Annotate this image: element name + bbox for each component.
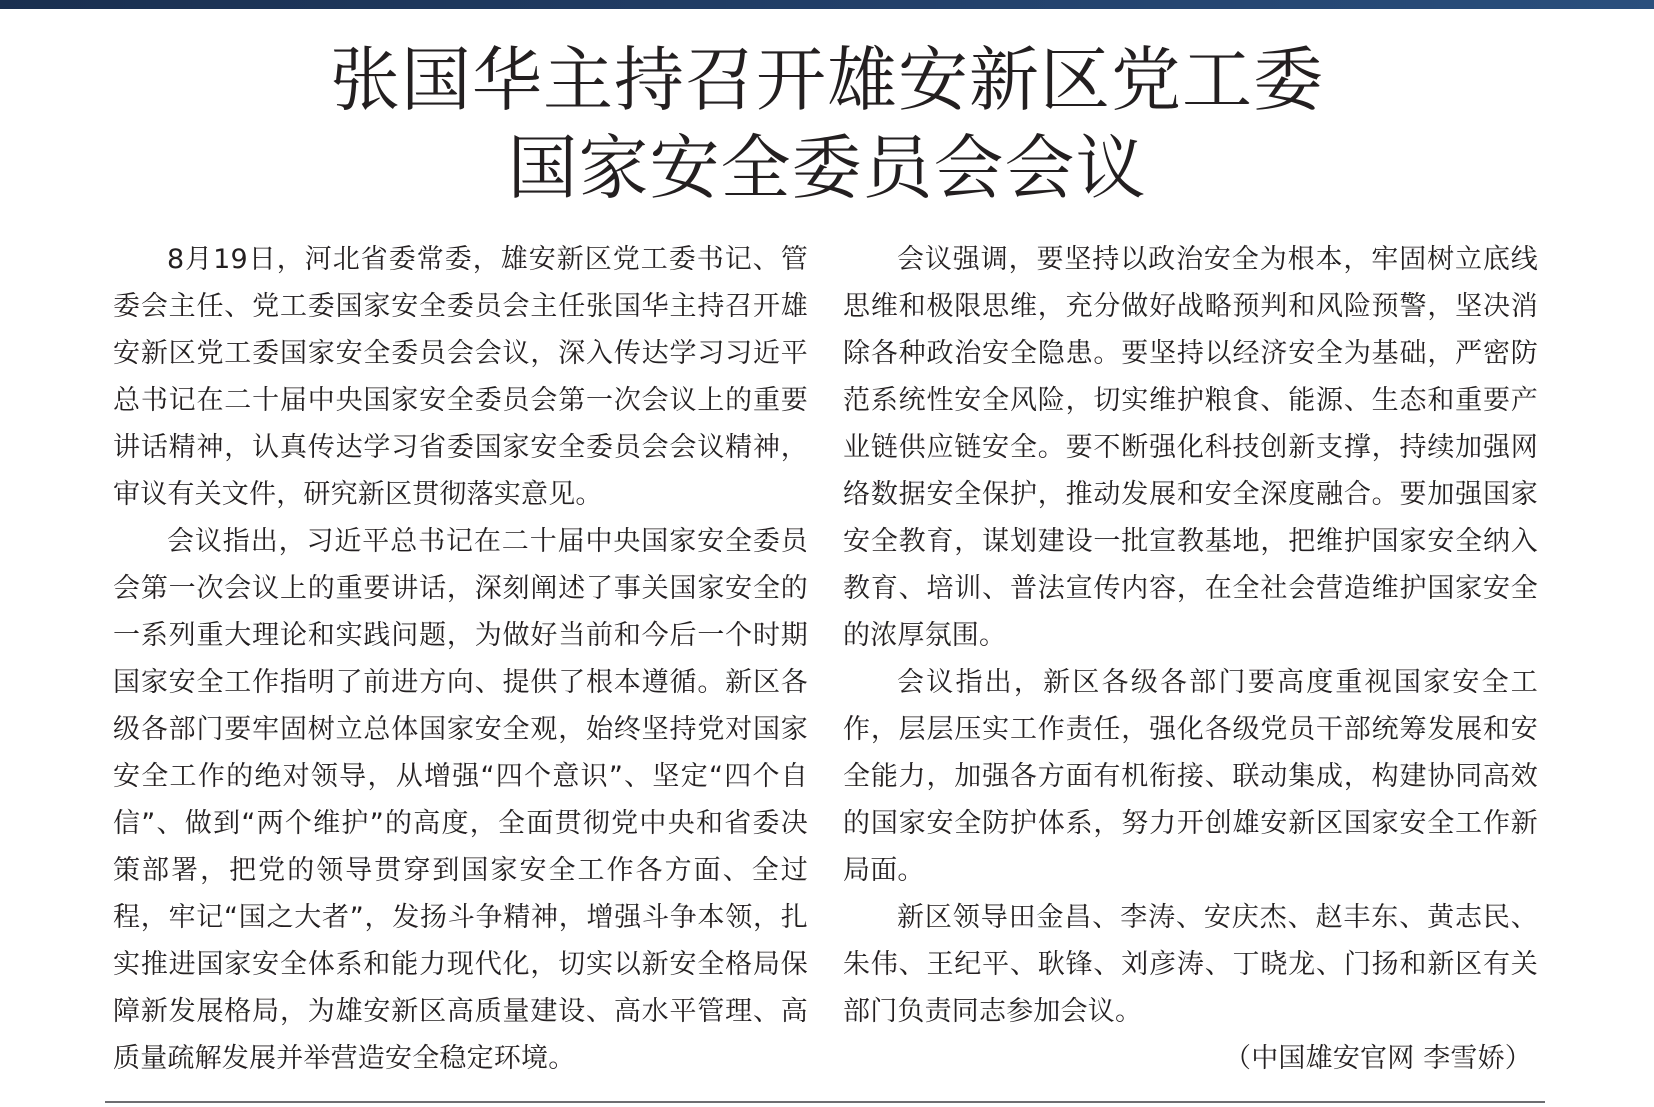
article-paragraph: 新区领导田金昌、李涛、安庆杰、赵丰东、黄志民、朱伟、王纪平、耿锋、刘彦涛、丁晓龙、门扬和新区有关部门负责同志参加会议。 [843,902,1538,1027]
headline-line-1: 张国华主持召开雄安新区党工委 [330,39,1324,121]
article-paragraph: 会议指出，习近平总书记在二十届中央国家安全委员会第一次会议上的重要讲话，深刻阐述了事关国家安全的一系列重大理论和实践问题，为做好当前和今后一个时期国家安全工作指明了前进方向、提供了根本遵循。新区各级各部门要牢固树立总体国家安全观，始终坚持党对国家安全工作的绝对领导，从增强“四个意识”、坚定“四个自信”、做到“两个维护”的高度，全面贯彻党中央和省委决策部署，把党的领导贯穿到国家安全工作各方面、全过程，牢记“国之大者”，发扬斗争精神，增强斗争本领，扎实推进国家安全体系和能力现代化，切实以新安全格局保障新发展格局，为雄安新区高质量建设、高水平管理、高质量疏解发展并举营造安全稳定环境。 [113,526,808,1074]
article-paragraph: 会议强调，要坚持以政治安全为根本，牢固树立底线思维和极限思维，充分做好战略预判和风险预警，坚决消除各种政治安全隐患。要坚持以经济安全为基础，严密防范系统性安全风险，切实维护粮食、能源、生态和重要产业链供应链安全。要不断强化科技创新支撑，持续加强网络数据安全保护，推动发展和安全深度融合。要加强国家安全教育，谋划建设一批宣教基地，把维护国家安全纳入教育、培训、普法宣传内容，在全社会营造维护国家安全的浓厚氛围。 [843,244,1538,651]
article-byline: （中国雄安官网 李雪娇） [1224,1043,1532,1074]
article-paragraph: 会议指出，新区各级各部门要高度重视国家安全工作，层层压实工作责任，强化各级党员干部统筹发展和安全能力，加强各方面有机衔接、联动集成，构建协同高效的国家安全防护体系，努力开创雄安新区国家安全工作新局面。 [843,667,1538,886]
top-banner-bar [0,0,1654,9]
bottom-divider [105,1101,1545,1103]
article-headline [0,36,1654,212]
article-column-right [843,236,1538,1082]
headline-line-2: 国家安全委员会会议 [507,127,1147,209]
article-paragraph: 8月19日，河北省委常委，雄安新区党工委书记、管委会主任、党工委国家安全委员会主任张国华主持召开雄安新区党工委国家安全委员会会议，深入传达学习习近平总书记在二十届中央国家安全委员会第一次会议上的重要讲话精神，认真传达学习省委国家安全委员会会议精神，审议有关文件，研究新区贯彻落实意见。 [113,244,808,510]
article-column-left [113,236,808,1082]
